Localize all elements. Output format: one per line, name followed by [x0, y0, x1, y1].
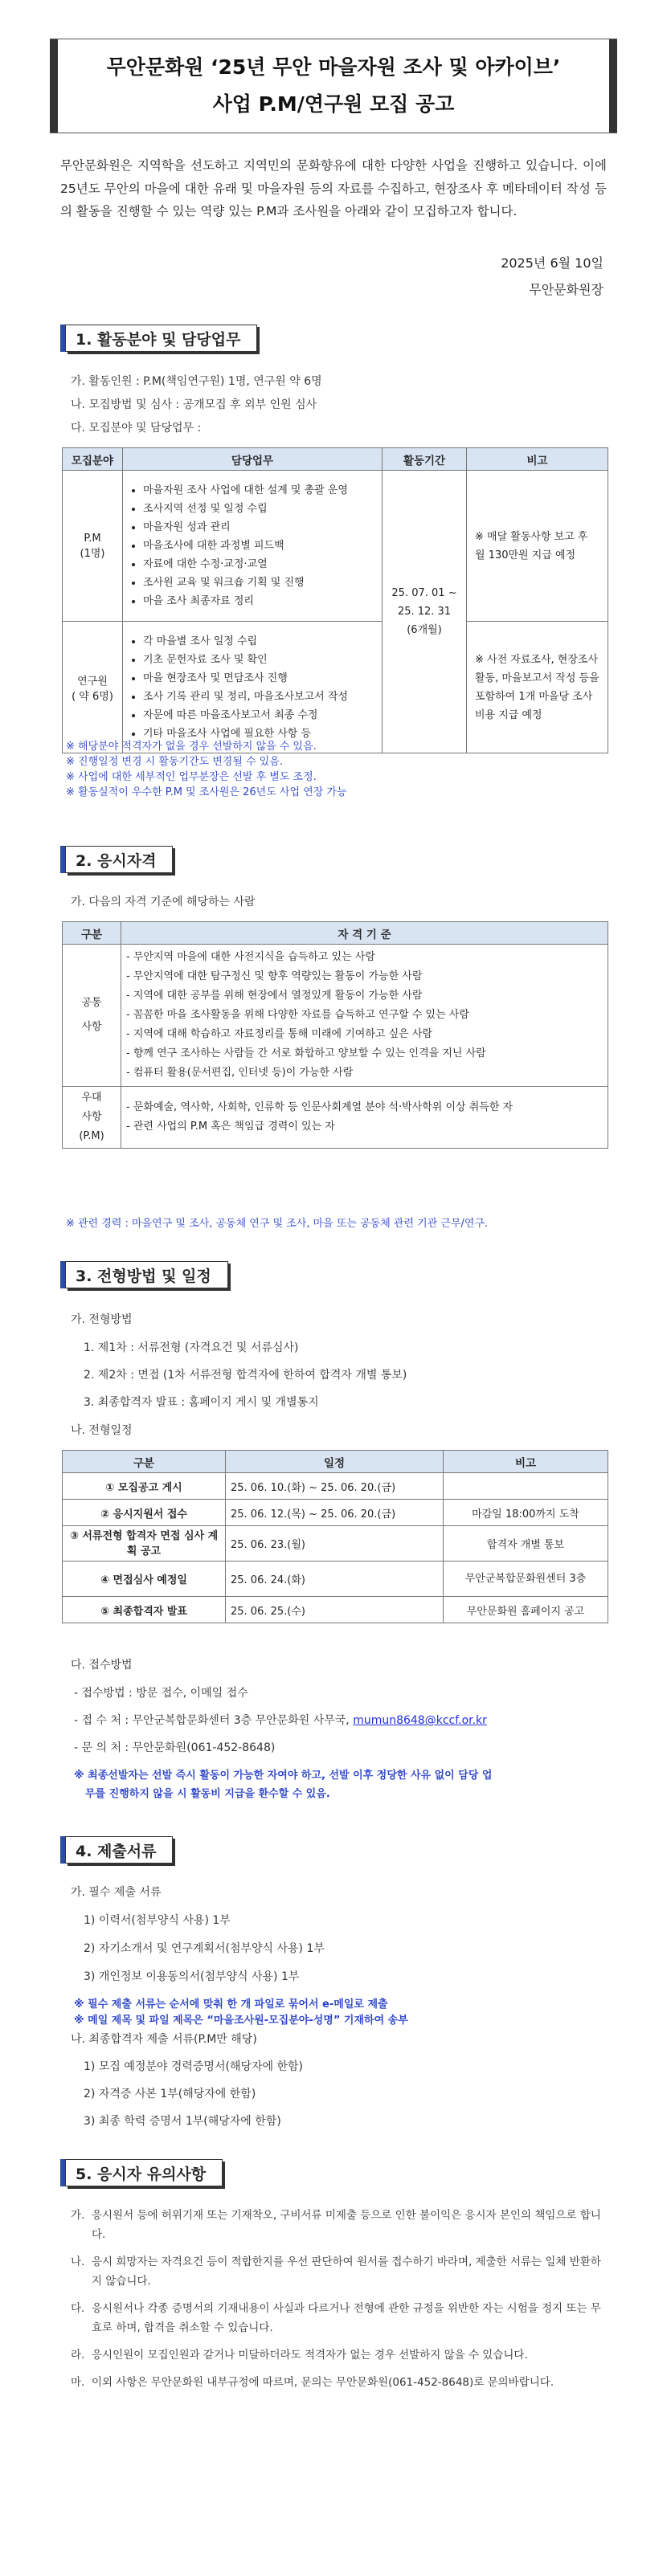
s4-doc2: 2) 자격증 사본 1부(해당자에 한함) — [84, 2088, 256, 2100]
duty-item: • 조사 기록 관리 및 정리, 마을조사보고서 작성 — [143, 688, 381, 706]
duty-item: • 마을 현장조사 및 면담조사 진행 — [143, 669, 381, 688]
schedule-row — [63, 1473, 608, 1500]
section-title: 4. 제출서류 — [65, 1836, 173, 1864]
s3-method: - 접수방법 : 방문 접수, 이메일 접수 — [74, 1687, 248, 1700]
th-remark: 비고 — [444, 1451, 608, 1473]
s1-note: ※ 사업에 대한 세부적인 업무분장은 선발 후 별도 조정. — [66, 771, 317, 783]
section-title: 3. 전형방법 및 일정 — [65, 1261, 228, 1288]
notice-text: 응시원서나 각종 증명서의 기재내용이 사실과 다르거나 전형에 관한 규정을 위반한 자는 시험을 정지 또는 무효로 하며, 합격을 취소할 수 있습니다. — [92, 2302, 601, 2334]
schedule-remark — [444, 1473, 608, 1500]
s3-contact — [74, 1712, 487, 1728]
s1-na: 나. 모집방법 및 심사 : 공개모집 후 외부 인원 심사 — [71, 398, 317, 411]
notice-text: 응시인원이 모집인원과 같거나 미달하더라도 적격자가 없는 경우 선발하지 않을 수 있습니다. — [92, 2349, 528, 2362]
s3-da: 다. 접수방법 — [71, 1659, 133, 1672]
th-category: 구분 — [63, 922, 121, 945]
section-title: 5. 응시자 유의사항 — [65, 2159, 223, 2186]
duty-item: • 마을자원 성과 관리 — [143, 518, 381, 537]
duty-item: • 조사원 교육 및 워크숍 기획 및 진행 — [143, 574, 381, 592]
criteria-item: - 관련 사업의 P.M 혹은 책임급 경력이 있는 자 — [126, 1121, 335, 1133]
th-date: 일정 — [226, 1451, 444, 1473]
notice-item — [71, 2373, 609, 2392]
notice-item — [71, 2252, 609, 2291]
note-researcher: ※ 사전 자료조사, 현장조사 활동, 마을보고서 작성 등을 포함하여 1개 마을당 조사비용 지급 예정 — [467, 622, 608, 753]
qualification-table — [62, 921, 608, 1149]
notice-text: 응시원서 등에 허위기재 또는 기재착오, 구비서류 미제출 등으로 인한 불이익은 응시자 본인의 책임으로 합니다. — [92, 2209, 601, 2241]
notice-marker: 나. — [71, 2256, 85, 2268]
schedule-row — [63, 1597, 608, 1623]
common-criteria — [121, 945, 608, 1087]
duty-item: • 기타 마을조사 사업에 필요한 사항 등 — [143, 725, 381, 743]
schedule-row — [63, 1500, 608, 1526]
title-line-1: 무안문화원 ‘25년 무안 마을자원 조사 및 아카이브’ — [106, 55, 561, 79]
s3-warning: 무를 진행하지 않을 시 활동비 지급을 환수할 수 있음. — [85, 1788, 330, 1800]
criteria-item: - 지역에 대한 공부를 위해 현장에서 열정있게 활동이 가능한 사람 — [126, 990, 423, 1002]
section-2-heading — [60, 846, 269, 873]
criteria-item: - 꼼꼼한 마을 조사활동을 위해 다양한 자료를 습득하고 연구할 수 있는 사람 — [126, 1009, 469, 1021]
s4-warning: ※ 메일 제목 및 파일 제목은 “마을조사원-모집분야-성명” 기재하여 송부 — [74, 2015, 408, 2027]
schedule-date: 25. 06. 10.(화) ~ 25. 06. 20.(금) — [226, 1473, 444, 1500]
section-3-heading — [60, 1261, 269, 1288]
s4-doc2: 3) 최종 학력 증명서 1부(해당자에 한함) — [84, 2115, 281, 2128]
duties-pm — [123, 471, 383, 622]
s3-na: 나. 전형일정 — [71, 1424, 133, 1437]
schedule-remark: 마감일 18:00까지 도착 — [444, 1500, 608, 1526]
criteria-item: - 컴퓨터 활용(문서편집, 인터넷 등)이 가능한 사람 — [126, 1067, 354, 1079]
criteria-item: - 지역에 대해 학습하고 자료정리를 통해 미래에 기여하고 싶은 사람 — [126, 1028, 432, 1040]
pref-criteria — [121, 1087, 608, 1149]
schedule-row — [63, 1562, 608, 1597]
schedule-row — [63, 1526, 608, 1562]
s1-note: ※ 해당분야 적격자가 없을 경우 선발하지 않을 수 있음. — [66, 741, 317, 753]
notice-marker: 라. — [71, 2349, 85, 2362]
s3-contact-place: - 접 수 처 : 무안군복합문화센터 3층 무안문화원 사무국, — [74, 1714, 350, 1727]
notice-item — [71, 2299, 609, 2337]
s3-step: 2. 제2차 : 면접 (1차 서류전형 합격자에 한하여 합격자 개별 통보) — [84, 1369, 407, 1382]
duties-researcher — [123, 622, 383, 753]
notice-item — [71, 2345, 609, 2365]
field-researcher: 연구원 ( 약 6명) — [63, 622, 123, 753]
schedule-date: 25. 06. 12.(목) ~ 25. 06. 20.(금) — [226, 1500, 444, 1526]
duty-item: • 각 마을별 조사 일정 수립 — [143, 632, 381, 651]
activity-period: 25. 07. 01 ~ 25. 12. 31 (6개월) — [383, 471, 467, 753]
s4-doc2: 1) 모집 예정분야 경력증명서(해당자에 한함) — [84, 2060, 304, 2073]
schedule-remark: 합격자 개별 통보 — [444, 1526, 608, 1562]
schedule-step: ③ 서류전형 합격자 면접 심사 계획 공고 — [63, 1526, 226, 1562]
duty-item: • 자문에 따른 마을조사보고서 최종 수정 — [143, 706, 381, 725]
notice-text: 이외 사항은 무안문화원 내부규정에 따르며, 문의는 무안문화원(061-452-8648)로 문의바랍니다. — [92, 2376, 554, 2389]
s4-warning: ※ 필수 제출 서류는 순서에 맞춰 한 개 파일로 묶어서 e-메일로 제출 — [74, 1998, 388, 2011]
th-step: 구분 — [63, 1451, 226, 1473]
notice-date: 2025년 6월 10일 — [501, 255, 603, 271]
schedule-step: ② 응시지원서 접수 — [63, 1500, 226, 1526]
s3-warning: ※ 최종선발자는 선발 즉시 활동이 가능한 자여야 하고, 선발 이후 정당한 사유 없이 담당 업 — [74, 1770, 493, 1782]
s1-notes — [66, 739, 347, 800]
field-pm: P.M (1명) — [63, 471, 123, 622]
notice-item — [71, 2206, 609, 2244]
duty-item: • 마을자원 조사 사업에 대한 설계 및 총괄 운영 — [143, 481, 381, 500]
schedule-remark: 무안군복합문화원센터 3층 — [444, 1562, 608, 1597]
s4-doc: 3) 개인정보 이용동의서(첨부양식 사용) 1부 — [84, 1970, 300, 1983]
criteria-item: - 무안지역 마을에 대한 사전지식을 습득하고 있는 사람 — [126, 951, 375, 963]
duties-table — [62, 447, 608, 753]
schedule-remark: 무안문화원 홈페이지 공고 — [444, 1597, 608, 1623]
s2-note: ※ 관련 경력 : 마을연구 및 조사, 공동체 연구 및 조사, 마을 또는 공동체 관련 기관 근무/연구. — [66, 1218, 489, 1230]
schedule-step: ① 모집공고 게시 — [63, 1473, 226, 1500]
section-5-heading — [60, 2159, 269, 2186]
s3-step: 1. 제1차 : 서류전형 (자격요건 및 서류심사) — [84, 1341, 299, 1354]
th-criteria: 자 격 기 준 — [121, 922, 608, 945]
duty-item: • 조사지역 선정 및 일정 수립 — [143, 500, 381, 518]
notice-list — [71, 2206, 609, 2400]
criteria-item: - 무안지역에 대한 탐구정신 및 향후 역량있는 활동이 가능한 사람 — [126, 970, 423, 982]
s3-inquiry: - 문 의 처 : 무안문화원(061-452-8648) — [74, 1741, 276, 1754]
schedule-date: 25. 06. 25.(수) — [226, 1597, 444, 1623]
duty-item: • 기초 문헌자료 조사 및 확인 — [143, 651, 381, 669]
th-note: 비고 — [467, 448, 608, 471]
title-box — [50, 39, 617, 133]
schedule-step: ④ 면접심사 예정일 — [63, 1562, 226, 1597]
duty-item: • 마을조사에 대한 과정별 피드백 — [143, 537, 381, 555]
s3-ga: 가. 전형방법 — [71, 1313, 133, 1326]
title-left-bar — [50, 39, 58, 133]
section-title: 1. 활동분야 및 담당업무 — [65, 325, 257, 352]
th-field: 모집분야 — [63, 448, 123, 471]
s1-note: ※ 진행일정 변경 시 활동기간도 변경될 수 있음. — [66, 756, 283, 768]
s2-ga: 가. 다음의 자격 기준에 해당하는 사람 — [71, 896, 256, 908]
section-title: 2. 응시자격 — [65, 846, 173, 873]
duty-item: • 자료에 대한 수정·교정·교열 — [143, 555, 381, 574]
duty-item: • 마을 조사 최종자료 정리 — [143, 592, 381, 610]
schedule-step: ⑤ 최종합격자 발표 — [63, 1597, 226, 1623]
schedule-date: 25. 06. 24.(화) — [226, 1562, 444, 1597]
notice-marker: 다. — [71, 2302, 85, 2315]
common-label: 공통 사항 — [63, 945, 121, 1087]
note-pm: ※ 매달 활동사항 보고 후 월 130만원 지급 예정 — [467, 471, 608, 622]
intro-paragraph: 무안문화원은 지역학을 선도하고 지역민의 문화향유에 대한 다양한 사업을 진행하고 있습니다. 이에 25년도 무안의 마을에 대한 유래 및 마을자원 등의 자료를 수집하고, 현장조사 후 메타데이터 작성 등의 활동을 진행할 수 있는 역량 있는 P.M과 조사원을 아래와 같이 모집하고자 합니다. — [60, 158, 607, 218]
th-duties: 담당업무 — [123, 448, 383, 471]
section-1-heading — [60, 325, 269, 352]
schedule-table — [62, 1450, 608, 1623]
criteria-item: - 향께 연구 조사하는 사람들 간 서로 화합하고 양보할 수 있는 인격을 지닌 사람 — [126, 1047, 486, 1059]
email-link[interactable]: mumun8648@kccf.or.kr — [353, 1714, 487, 1727]
notice-marker: 가. — [71, 2209, 85, 2222]
s1-da: 다. 모집분야 및 담당업무 : — [71, 422, 202, 435]
notice-marker: 마. — [71, 2376, 85, 2389]
s4-doc: 1) 이력서(첨부양식 사용) 1부 — [84, 1914, 231, 1927]
s4-doc: 2) 자기소개서 및 연구계획서(첨부양식 사용) 1부 — [84, 1942, 325, 1955]
th-period: 활동기간 — [383, 448, 467, 471]
title-line-2: 사업 P.M/연구원 모집 공고 — [212, 92, 455, 116]
criteria-item: - 문화예술, 역사학, 사회학, 인류학 등 인문사회계열 분야 석·박사학위 이상 취득한 자 — [126, 1101, 513, 1113]
title-right-bar — [609, 39, 617, 133]
issuer-name: 무안문화원장 — [529, 282, 603, 297]
pref-label: 우대 사항 (P.M) — [63, 1087, 121, 1149]
s4-na: 나. 최종합격자 제출 서류(P.M만 해당) — [71, 2033, 257, 2046]
s1-ga: 가. 활동인원 : P.M(책임연구원) 1명, 연구원 약 6명 — [71, 375, 322, 388]
s1-note: ※ 활동실적이 우수한 P.M 및 조사원은 26년도 사업 연장 가능 — [66, 786, 347, 798]
s4-ga: 가. 필수 제출 서류 — [71, 1886, 162, 1899]
notice-text: 응시 희망자는 자격요건 등이 적합한지를 우선 판단하여 원서를 접수하기 바라며, 제출한 서류는 일체 반환하지 않습니다. — [92, 2256, 601, 2288]
section-4-heading — [60, 1836, 269, 1864]
schedule-date: 25. 06. 23.(월) — [226, 1526, 444, 1562]
s3-step: 3. 최종합격자 발표 : 홈페이지 게시 및 개별통지 — [84, 1396, 319, 1409]
